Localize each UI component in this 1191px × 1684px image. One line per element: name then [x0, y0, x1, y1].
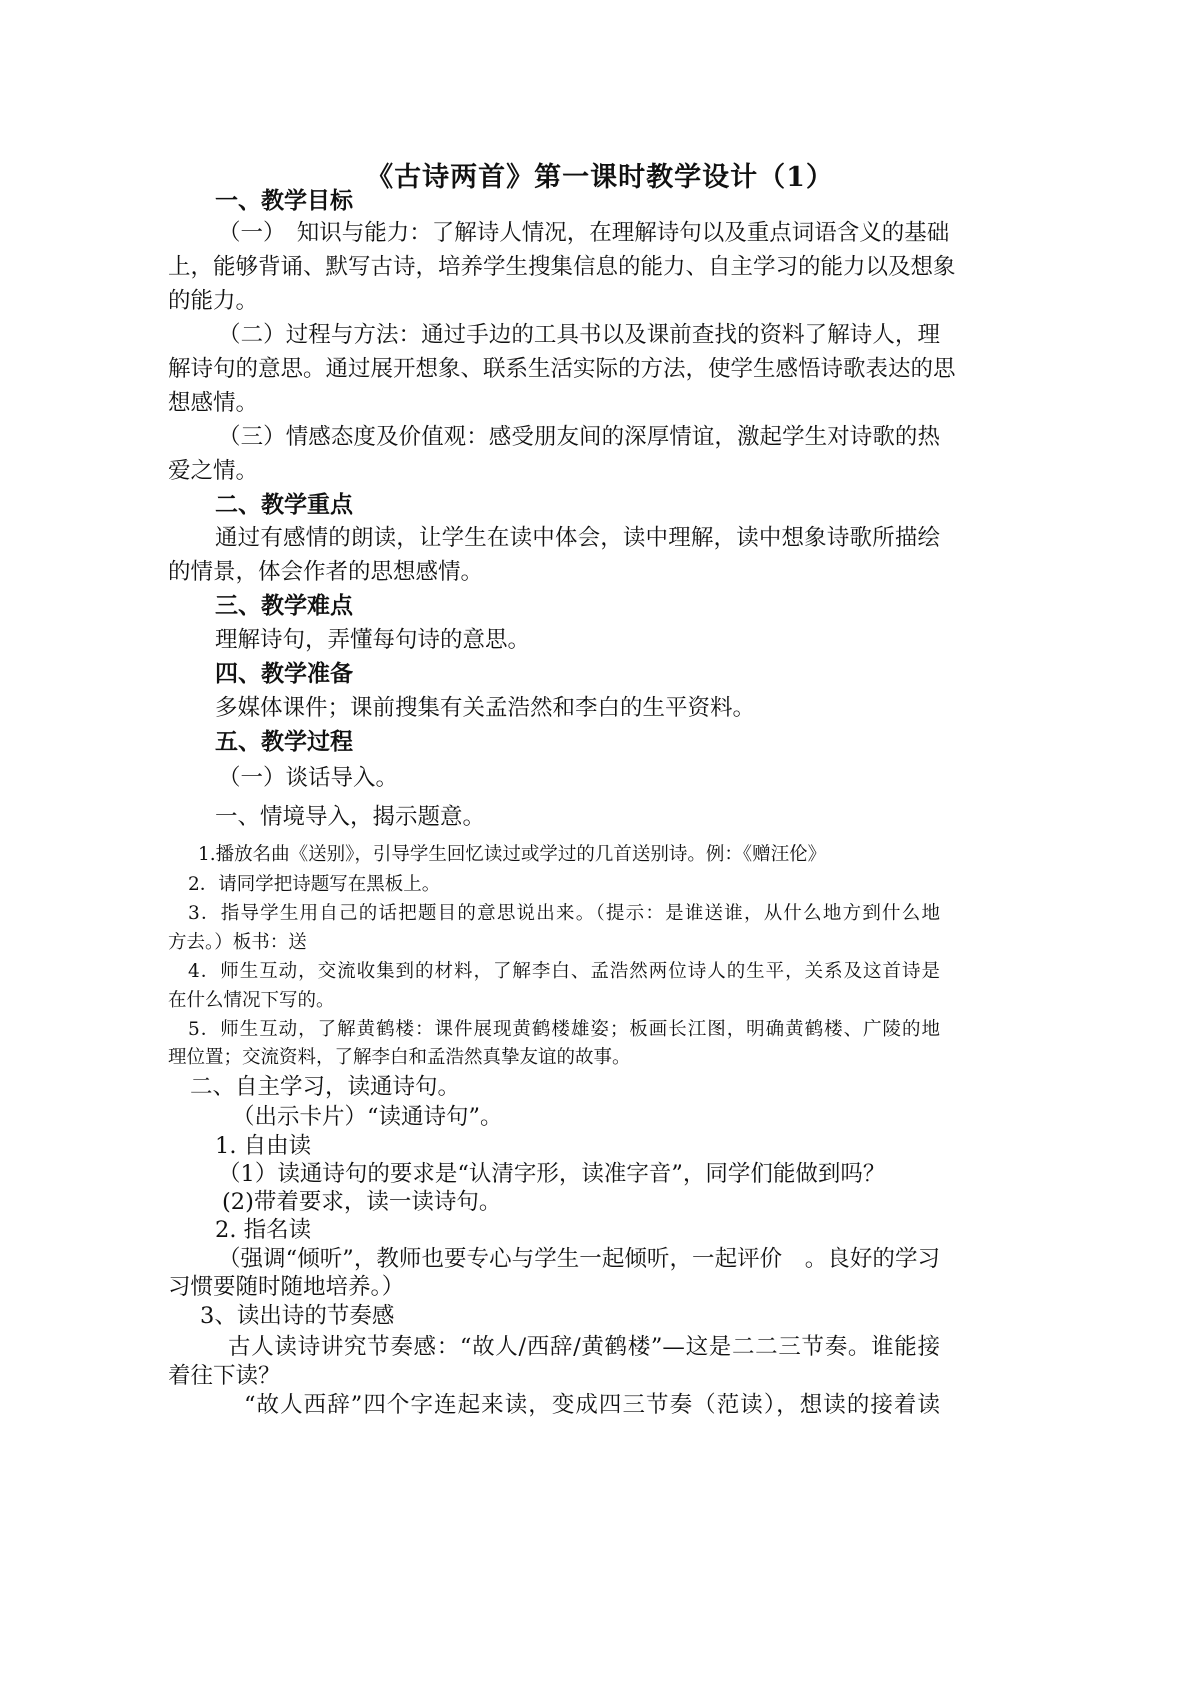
step-line: 4．师生互动，交流收集到的材料，了解李白、孟浩然两位诗人的生平，关系及这首诗是: [188, 961, 940, 982]
paragraph-line: （一）谈话导入。: [218, 765, 399, 791]
paragraph-line: 1. 自由读: [215, 1133, 312, 1159]
paragraph-line: 爱之情。: [168, 458, 259, 484]
paragraph-line: “故人西辞”四个字连起来读，变成四三节奏（范读），想读的接着读: [244, 1392, 940, 1418]
step-line: 2．请同学把诗题写在黑板上。: [188, 874, 441, 895]
paragraph-line: 一、情境导入，揭示题意。: [215, 804, 486, 830]
paragraph-line: 二、自主学习，读通诗句。: [190, 1074, 461, 1100]
paragraph-line: 理解诗句，弄懂每句诗的意思。: [215, 627, 531, 653]
section-heading-process: 五、教学过程: [215, 728, 353, 755]
paragraph-line: 古人读诗讲究节奏感：“故人/西辞/黄鹤楼”—这是二二三节奏。谁能接: [228, 1334, 940, 1360]
step-line: 3．指导学生用自己的话把题目的意思说出来。（提示：是谁送谁，从什么地方到什么地: [188, 903, 940, 924]
paragraph-line: 习惯要随时随地培养。）: [168, 1274, 405, 1300]
paragraph-line: 解诗句的意思。通过展开想象、联系生活实际的方法，使学生感悟诗歌表达的思: [168, 356, 956, 382]
paragraph-line: 着往下读？: [168, 1363, 281, 1389]
step-line: 理位置；交流资料，了解李白和孟浩然真挚友谊的故事。: [168, 1047, 631, 1068]
paragraph-line: （1）读通诗句的要求是“认清字形，读准字音”，同学们能做到吗？: [218, 1161, 886, 1187]
step-line: 5．师生互动，了解黄鹤楼：课件展现黄鹤楼雄姿；板画长江图，明确黄鹤楼、广陵的地: [188, 1019, 940, 1040]
paragraph-line: 上，能够背诵、默写古诗，培养学生搜集信息的能力、自主学习的能力以及想象: [168, 254, 956, 280]
paragraph-line: 通过有感情的朗读，让学生在读中体会，读中理解，读中想象诗歌所描绘: [215, 525, 940, 551]
paragraph-line: （三）情感态度及价值观：感受朋友间的深厚情谊，激起学生对诗歌的热: [218, 424, 940, 450]
paragraph-line: （二）过程与方法：通过手边的工具书以及课前查找的资料了解诗人，理: [218, 322, 940, 348]
step-line: 在什么情况下写的。: [168, 990, 335, 1011]
paragraph-line: （强调“倾听”，教师也要专心与学生一起倾听，一起评价 。良好的学习: [218, 1246, 940, 1272]
section-heading-preparation: 四、教学准备: [215, 660, 353, 687]
paragraph-line: (2)带着要求，读一读诗句。: [222, 1189, 502, 1215]
section-heading-objectives: 一、教学目标: [215, 187, 353, 214]
section-heading-key-points: 二、教学重点: [215, 491, 353, 518]
paragraph-line: 的情景，体会作者的思想感情。: [168, 559, 484, 585]
paragraph-line: 3、读出诗的节奏感: [200, 1303, 395, 1329]
document-title: 《古诗两首》第一课时教学设计（1）: [366, 162, 834, 193]
paragraph-line: （出示卡片）“读通诗句”。: [232, 1104, 503, 1130]
paragraph-line: 的能力。: [168, 288, 259, 314]
step-line: 方去。）板书：送: [168, 932, 307, 953]
section-heading-difficulties: 三、教学难点: [215, 592, 353, 619]
step-line: 1.播放名曲《送别》，引导学生回忆读过或学过的几首送别诗。例：《赠汪伦》: [198, 844, 827, 865]
paragraph-line: （一） 知识与能力：了解诗人情况，在理解诗句以及重点词语含义的基础: [218, 220, 950, 246]
paragraph-line: 2. 指名读: [215, 1217, 312, 1243]
paragraph-line: 想感情。: [168, 390, 259, 416]
paragraph-line: 多媒体课件；课前搜集有关孟浩然和李白的生平资料。: [215, 695, 756, 721]
